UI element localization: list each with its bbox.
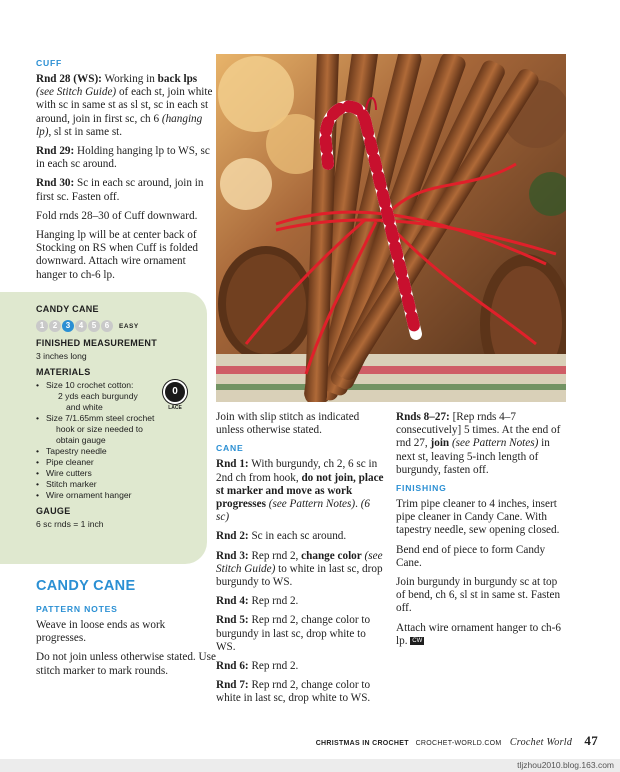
yarn-weight-icon [162,380,188,411]
list-item: • Tapestry needle [36,446,198,457]
cane-rnd-5: Rnd 5: Rep rnd 2, change color to burgundy in last sc, drop white to WS. [216,614,371,653]
footer-publication: Crochet World [509,737,573,748]
finishing-step-2: Bend end of piece to form Candy Cane. [396,543,546,569]
gauge-text: 6 sc rnds = 1 inch [36,519,104,529]
finished-heading: FINISHED MEASUREMENT [36,338,158,348]
join-intro: Join with slip stitch as indicated unless otherwise stated. [216,411,360,437]
cuff-rnd-30: Rnd 30: Sc in each sc around, join in first sc. Fasten off. [36,177,204,203]
finishing-step-1: Trim pipe cleaner to 4 inches, insert pipe cleaner in Candy Cane. With tapestry needle, sew opening closed. [396,498,560,537]
skill-dot-3: 3 [62,320,74,332]
list-item: • Wire cutters [36,468,198,479]
list-item: 2 yds each burgundy [58,391,138,401]
pattern-note-2: Do not join unless otherwise stated. Use stitch marker to mark rounds. [36,651,216,677]
list-item: • Stitch marker [36,479,198,490]
cuff-heading: CUFF [36,58,63,68]
pattern-notes-heading: PATTERN NOTES [36,604,118,614]
skill-dot-5: 5 [88,320,100,332]
list-item: obtain gauge [56,435,106,445]
list-item: • Size 7/1.65mm steel crochet [36,413,198,424]
cane-rnd-3: Rnd 3: Rep rnd 2, change color (see Stitch Guide) to white in last sc, drop burgundy to WS. [216,549,383,589]
skill-dot-2: 2 [49,320,61,332]
list-item: • Wire ornament hanger [36,490,198,501]
list-item: • Size 10 crochet cotton: [36,380,198,391]
gauge-heading: GAUGE [36,506,71,516]
candy-cane-title: CANDY CANE [36,578,136,594]
footer-section: CHRISTMAS IN CROCHET [315,740,409,747]
yarn-weight-label: LACE [168,405,182,411]
cane-rnds-8-27: Rnds 8–27: [Rep rnds 4–7 consecutively] 5 times. At the end of rnd 27, join (see Pattern Notes) in next st, leaving 5-inch length of burgundy, fasten off. [396,411,561,476]
footer-site: CROCHET-WORLD.COM [415,740,502,747]
skill-level [36,320,198,332]
list-item: hook or size needed to [56,424,143,434]
cuff-fold-note: Fold rnds 28–30 of Cuff downward. [36,209,198,222]
cinnamon-candy-cane-photo [216,54,566,402]
pattern-notes-section [36,604,216,684]
skill-dot-4: 4 [75,320,87,332]
cane-rnd-4: Rnd 4: Rep rnd 2. [216,595,299,608]
cane-rnd-1: Rnd 1: With burgundy, ch 2, 6 sc in 2nd ch from hook, do not join, place st marker and move as work progresses (see Pattern Notes). (6 sc) [216,458,384,524]
end-mark-icon: CW [412,638,423,645]
cane-rnd-2: Rnd 2: Sc in each sc around. [216,530,347,543]
cane-section [216,411,384,712]
list-item: and white [66,402,103,412]
cuff-section [36,58,214,288]
cuff-rnd-29: Rnd 29: Holding hanging lp to WS, sc in each sc around. [36,145,210,171]
cuff-hanging-note: Hanging lp will be at center back of Stocking on RS when Cuff is folded downward. Attach wire ornament hanger to ch-6 lp. [36,229,199,281]
finishing-heading: FINISHING [396,483,447,494]
cane-rnd-7: Rnd 7: Rep rnd 2, change color to white in last sc, drop white to WS. [216,679,371,705]
pattern-note-1: Weave in loose ends as work progresses. [36,619,166,645]
cane-rnd-6: Rnd 6: Rep rnd 2. [216,660,299,673]
skill-label: EASY [119,322,139,330]
watermark: tljzhou2010.blog.163.com [0,759,620,772]
list-item: • Pipe cleaner [36,457,198,468]
finished-text: 3 inches long [36,351,87,361]
cane-heading: CANE [216,443,244,454]
finishing-section [396,411,568,654]
yarn-weight-number: 0 [163,380,187,404]
cuff-rnd-28: Rnd 28 (WS): Working in back lps (see Stitch Guide) of each st, join white with sc in same st as sl st, sc in each st around, join in first sc, ch 6 (hanging lp), sl st in same st. [36,73,213,138]
materials-heading: MATERIALS [36,367,91,377]
materials-infobox [0,292,207,564]
page-footer [0,733,598,749]
skill-dot-1: 1 [36,320,48,332]
infobox-title: CANDY CANE [36,304,99,314]
finishing-step-3: Join burgundy in burgundy sc at top of bend, ch 6, sl st in same st. Fasten off. [396,576,561,615]
finishing-step-4: Attach wire ornament hanger to ch-6 lp. CW [396,621,561,647]
page-number: 47 [584,733,598,748]
skill-dot-6: 6 [101,320,113,332]
